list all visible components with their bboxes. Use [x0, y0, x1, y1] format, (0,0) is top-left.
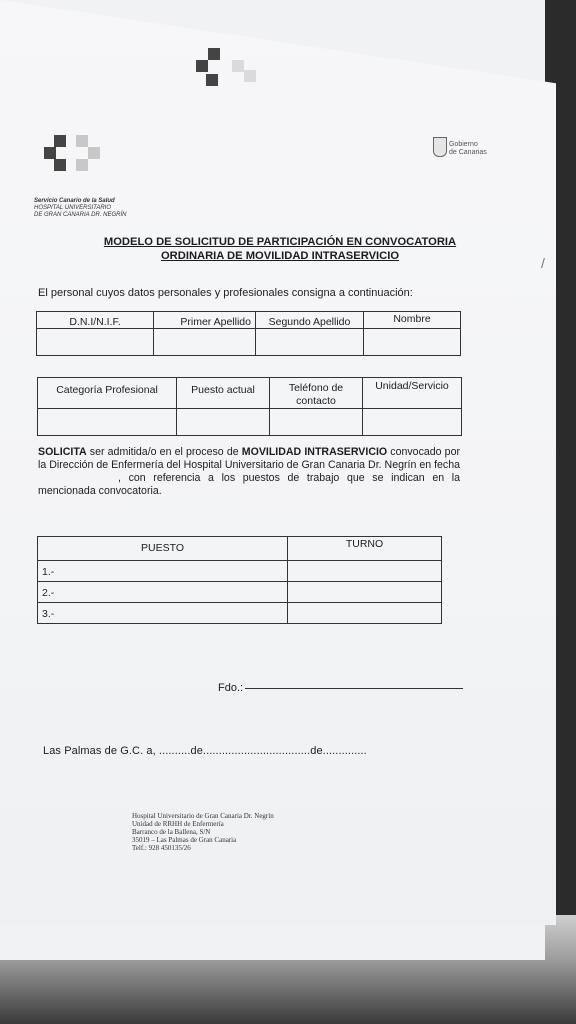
intro-text: El personal cuyos datos personales y profesionales consigna a continuación: — [38, 287, 413, 299]
table-row — [38, 409, 462, 436]
header-primer-apellido: Primer Apellido — [154, 312, 256, 329]
request-text1: ser admitida/o en el proceso de — [86, 446, 242, 458]
table-row — [38, 582, 442, 603]
gobierno-text — [449, 141, 487, 157]
request-text3: , con referencia a los puestos de trabajo que se indican en la mencionada convocatoria. — [38, 472, 460, 497]
header-telefono: Teléfono de contacto — [270, 378, 363, 409]
puesto-row-1[interactable]: 1.- — [38, 561, 288, 582]
header-dni: D.N.I/N.I.F. — [37, 312, 154, 329]
categoria-field[interactable] — [38, 409, 177, 436]
table-header-row — [38, 378, 462, 409]
turno-row-1[interactable] — [288, 561, 442, 582]
footer-line: Unidad de RRHH de Enfermería — [132, 820, 224, 828]
turno-row-2[interactable] — [288, 582, 442, 603]
header-segundo-apellido: Segundo Apellido — [256, 312, 364, 329]
primer-apellido-field[interactable] — [154, 329, 256, 356]
hospital-line1: HOSPITAL UNIVERSITARIO — [34, 205, 112, 211]
puesto-row-2[interactable]: 2.- — [38, 582, 288, 603]
hospital-line2: DE GRAN CANARIA DR. NEGRÍN — [34, 212, 127, 218]
unidad-field[interactable] — [363, 409, 462, 436]
gobierno-line2: de Canarias — [449, 149, 487, 156]
puesto-row-3[interactable]: 3.- — [38, 603, 288, 624]
signature-label: Fdo.: — [218, 682, 244, 694]
movilidad-label: MOVILIDAD INTRASERVICIO — [241, 446, 388, 458]
document-title — [60, 235, 500, 263]
table-row — [38, 561, 442, 582]
footer-line: Barranco de la Ballena, S/N — [132, 828, 211, 836]
request-text2: convocado por la Dirección de Enfermería del Hospital Universitario de Gran Canaria Dr. Negrín en fecha — [38, 446, 460, 471]
table-row — [38, 603, 442, 624]
gobierno-shield-icon — [433, 137, 447, 157]
puestos-table — [37, 536, 442, 624]
footer-address — [132, 812, 274, 852]
place-date-line: Las Palmas de G.C. a, ..........de..................................de.............. — [43, 745, 367, 757]
segundo-apellido-field[interactable] — [256, 329, 364, 356]
margin-mark: / — [541, 255, 545, 271]
header-categoria: Categoría Profesional — [38, 378, 177, 409]
footer-line: Telf.: 928 450135/26 — [132, 844, 191, 852]
header-puesto-actual: Puesto actual — [177, 378, 270, 409]
table-header-row — [37, 312, 461, 329]
professional-data-table — [37, 377, 462, 436]
table-header-row — [38, 537, 442, 561]
service-name: Servicio Canario de la Salud — [34, 198, 115, 204]
header-puesto: PUESTO — [38, 537, 288, 561]
footer-line: 35019 – Las Palmas de Gran Canaria — [132, 836, 237, 844]
telefono-field[interactable] — [270, 409, 363, 436]
org-block — [34, 198, 126, 219]
nombre-field[interactable] — [364, 329, 461, 356]
personal-data-table — [36, 311, 461, 356]
signature-line[interactable] — [245, 688, 463, 689]
dni-field[interactable] — [37, 329, 154, 356]
title-line2: ORDINARIA DE MOVILIDAD INTRASERVICIO — [160, 250, 400, 262]
turno-row-3[interactable] — [288, 603, 442, 624]
footer-line: Hospital Universitario de Gran Canaria Dr. Negrín — [132, 812, 274, 820]
gobierno-line1: Gobierno — [449, 141, 478, 148]
header-turno: TURNO — [288, 537, 442, 561]
puesto-actual-field[interactable] — [177, 409, 270, 436]
title-line1: MODELO DE SOLICITUD DE PARTICIPACIÓN EN CONVOCATORIA — [103, 236, 457, 248]
header-unidad: Unidad/Servicio — [363, 378, 462, 409]
header-nombre: Nombre — [364, 312, 461, 329]
solicita-label: SOLICITA — [38, 446, 87, 458]
request-paragraph — [38, 446, 460, 498]
table-row — [37, 329, 461, 356]
